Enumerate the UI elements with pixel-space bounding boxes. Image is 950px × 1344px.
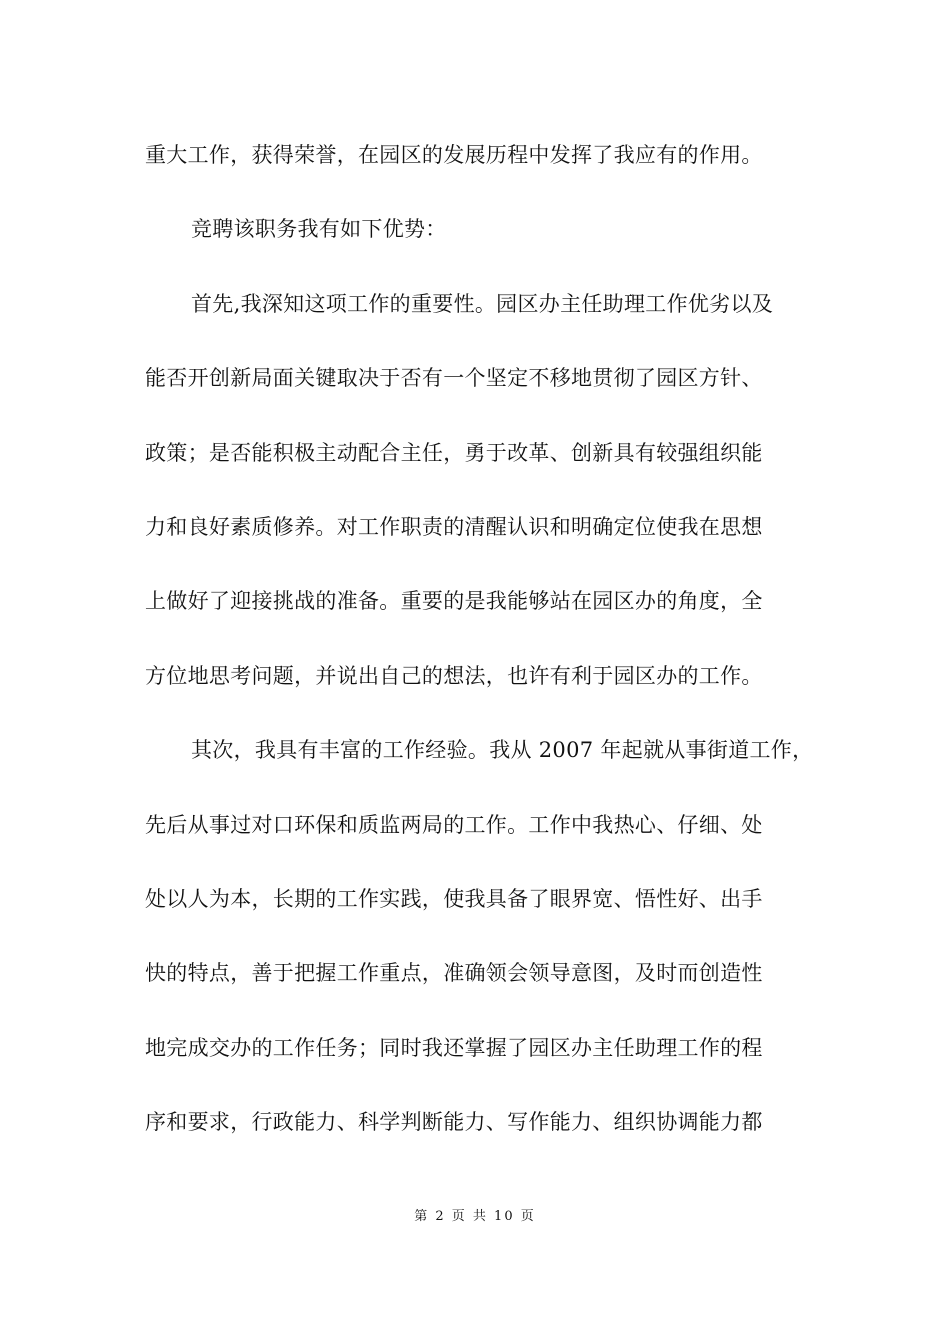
text-line: 先后从事过对口环保和质监两局的工作。工作中我热心、仔细、处 xyxy=(145,812,763,837)
text-line: 方位地思考问题，并说出自己的想法，也许有利于园区办的工作。 xyxy=(145,663,763,688)
text-line: 序和要求，行政能力、科学判断能力、写作能力、组织协调能力都 xyxy=(145,1110,763,1135)
text-line: 政策；是否能积极主动配合主任，勇于改革、创新具有较强组织能 xyxy=(145,440,763,465)
text-line: 能否开创新局面关键取决于否有一个坚定不移地贯彻了园区方针、 xyxy=(145,366,763,391)
text-line: 处以人为本，长期的工作实践，使我具备了眼界宽、悟性好、出手 xyxy=(145,886,763,911)
text-line: 地完成交办的工作任务；同时我还掌握了园区办主任助理工作的程 xyxy=(145,1035,763,1060)
text-line: 首先,我深知这项工作的重要性。园区办主任助理工作优劣以及 xyxy=(191,291,774,316)
body-text xyxy=(145,137,814,1178)
text-line: 力和良好素质修养。对工作职责的清醒认识和明确定位使我在思想 xyxy=(145,514,763,539)
text-line: 其次，我具有丰富的工作经验。我从 2007 年起就从事街道工作， xyxy=(191,738,814,763)
text-line: 快的特点，善于把握工作重点，准确领会领导意图，及时而创造性 xyxy=(145,961,763,986)
text-line: 重大工作，获得荣誉，在园区的发展历程中发挥了我应有的作用。 xyxy=(145,143,763,167)
text-line: 竞聘该职务我有如下优势： xyxy=(191,217,447,242)
page-number: 第 2 页 共 10 页 xyxy=(414,1209,536,1224)
text-line: 上做好了迎接挑战的准备。重要的是我能够站在园区办的角度，全 xyxy=(145,589,763,614)
